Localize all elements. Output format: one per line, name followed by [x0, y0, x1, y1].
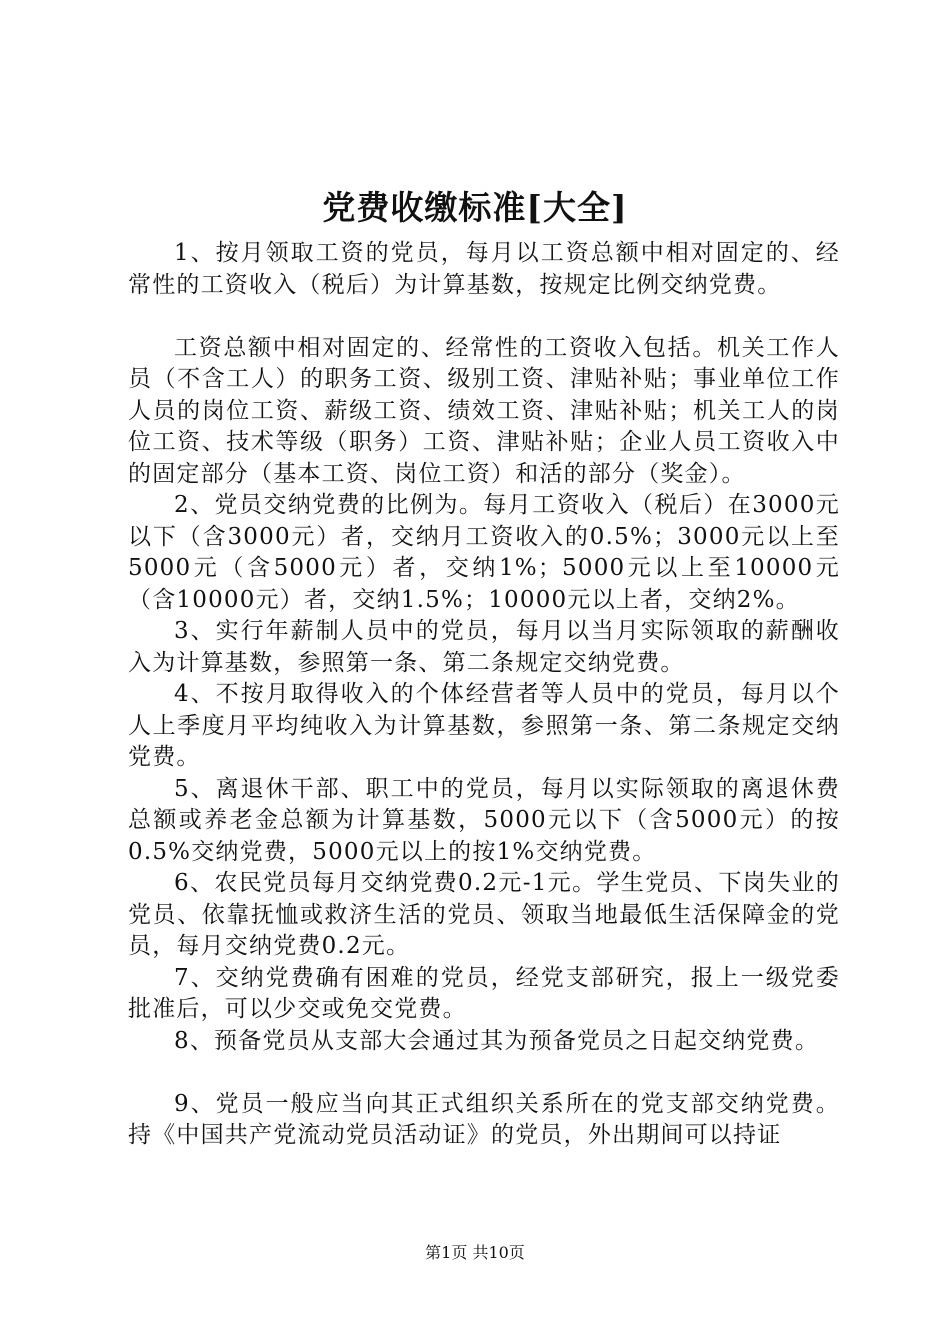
paragraph-4: 3、实行年薪制人员中的党员，每月以当月实际领取的薪酬收入为计算基数，参照第一条、第二条规定交纳党费。 — [128, 618, 840, 676]
page-footer: 第1页 共10页 — [425, 1243, 525, 1262]
paragraph-2: 工资总额中相对固定的、经常性的工资收入包括。机关工作人员（不含工人）的职务工资、级别工资、津贴补贴；事业单位工作人员的岗位工资、薪级工资、绩效工资、津贴补贴；机关工人的岗位工资、技术等级（职务）工资、津贴补贴；企业人员工资收入中的固定部分（基本工资、岗位工资）和活的部分（奖金）。 — [128, 334, 840, 487]
document-title: 党费收缴标准[大全] — [322, 188, 628, 227]
document-body — [128, 238, 840, 1152]
paragraph-3: 2、党员交纳党费的比例为。每月工资收入（税后）在3000元以下（含3000元）者，交纳月工资收入的0.5%；3000元以上至5000元（含5000元）者，交纳1%；5000元以上至10000元（含10000元）者，交纳1.5%；10000元以上者，交纳2%。 — [128, 492, 840, 613]
paragraph-8: 7、交纳党费确有困难的党员，经党支部研究，报上一级党委批准后，可以少交或免交党费。 — [128, 964, 840, 1022]
paragraph-10: 9、党员一般应当向其正式组织关系所在的党支部交纳党费。持《中国共产党流动党员活动证》的党员，外出期间可以持证 — [128, 1090, 840, 1148]
paragraph-9: 8、预备党员从支部大会通过其为预备党员之日起交纳党费。 — [174, 1027, 820, 1054]
paragraph-5: 4、不按月取得收入的个体经营者等人员中的党员，每月以个人上季度月平均纯收入为计算基数，参照第一条、第二条规定交纳党费。 — [128, 681, 840, 770]
paragraph-7: 6、农民党员每月交纳党费0.2元-1元。学生党员、下岗失业的党员、依靠抚恤或救济生活的党员、领取当地最低生活保障金的党员，每月交纳党费0.2元。 — [128, 870, 840, 959]
paragraph-6: 5、离退休干部、职工中的党员，每月以实际领取的离退休费总额或养老金总额为计算基数，5000元以下（含5000元）的按0.5%交纳党费，5000元以上的按1%交纳党费。 — [128, 775, 840, 865]
paragraph-1: 1、按月领取工资的党员，每月以工资总额中相对固定的、经常性的工资收入（税后）为计算基数，按规定比例交纳党费。 — [128, 240, 840, 298]
